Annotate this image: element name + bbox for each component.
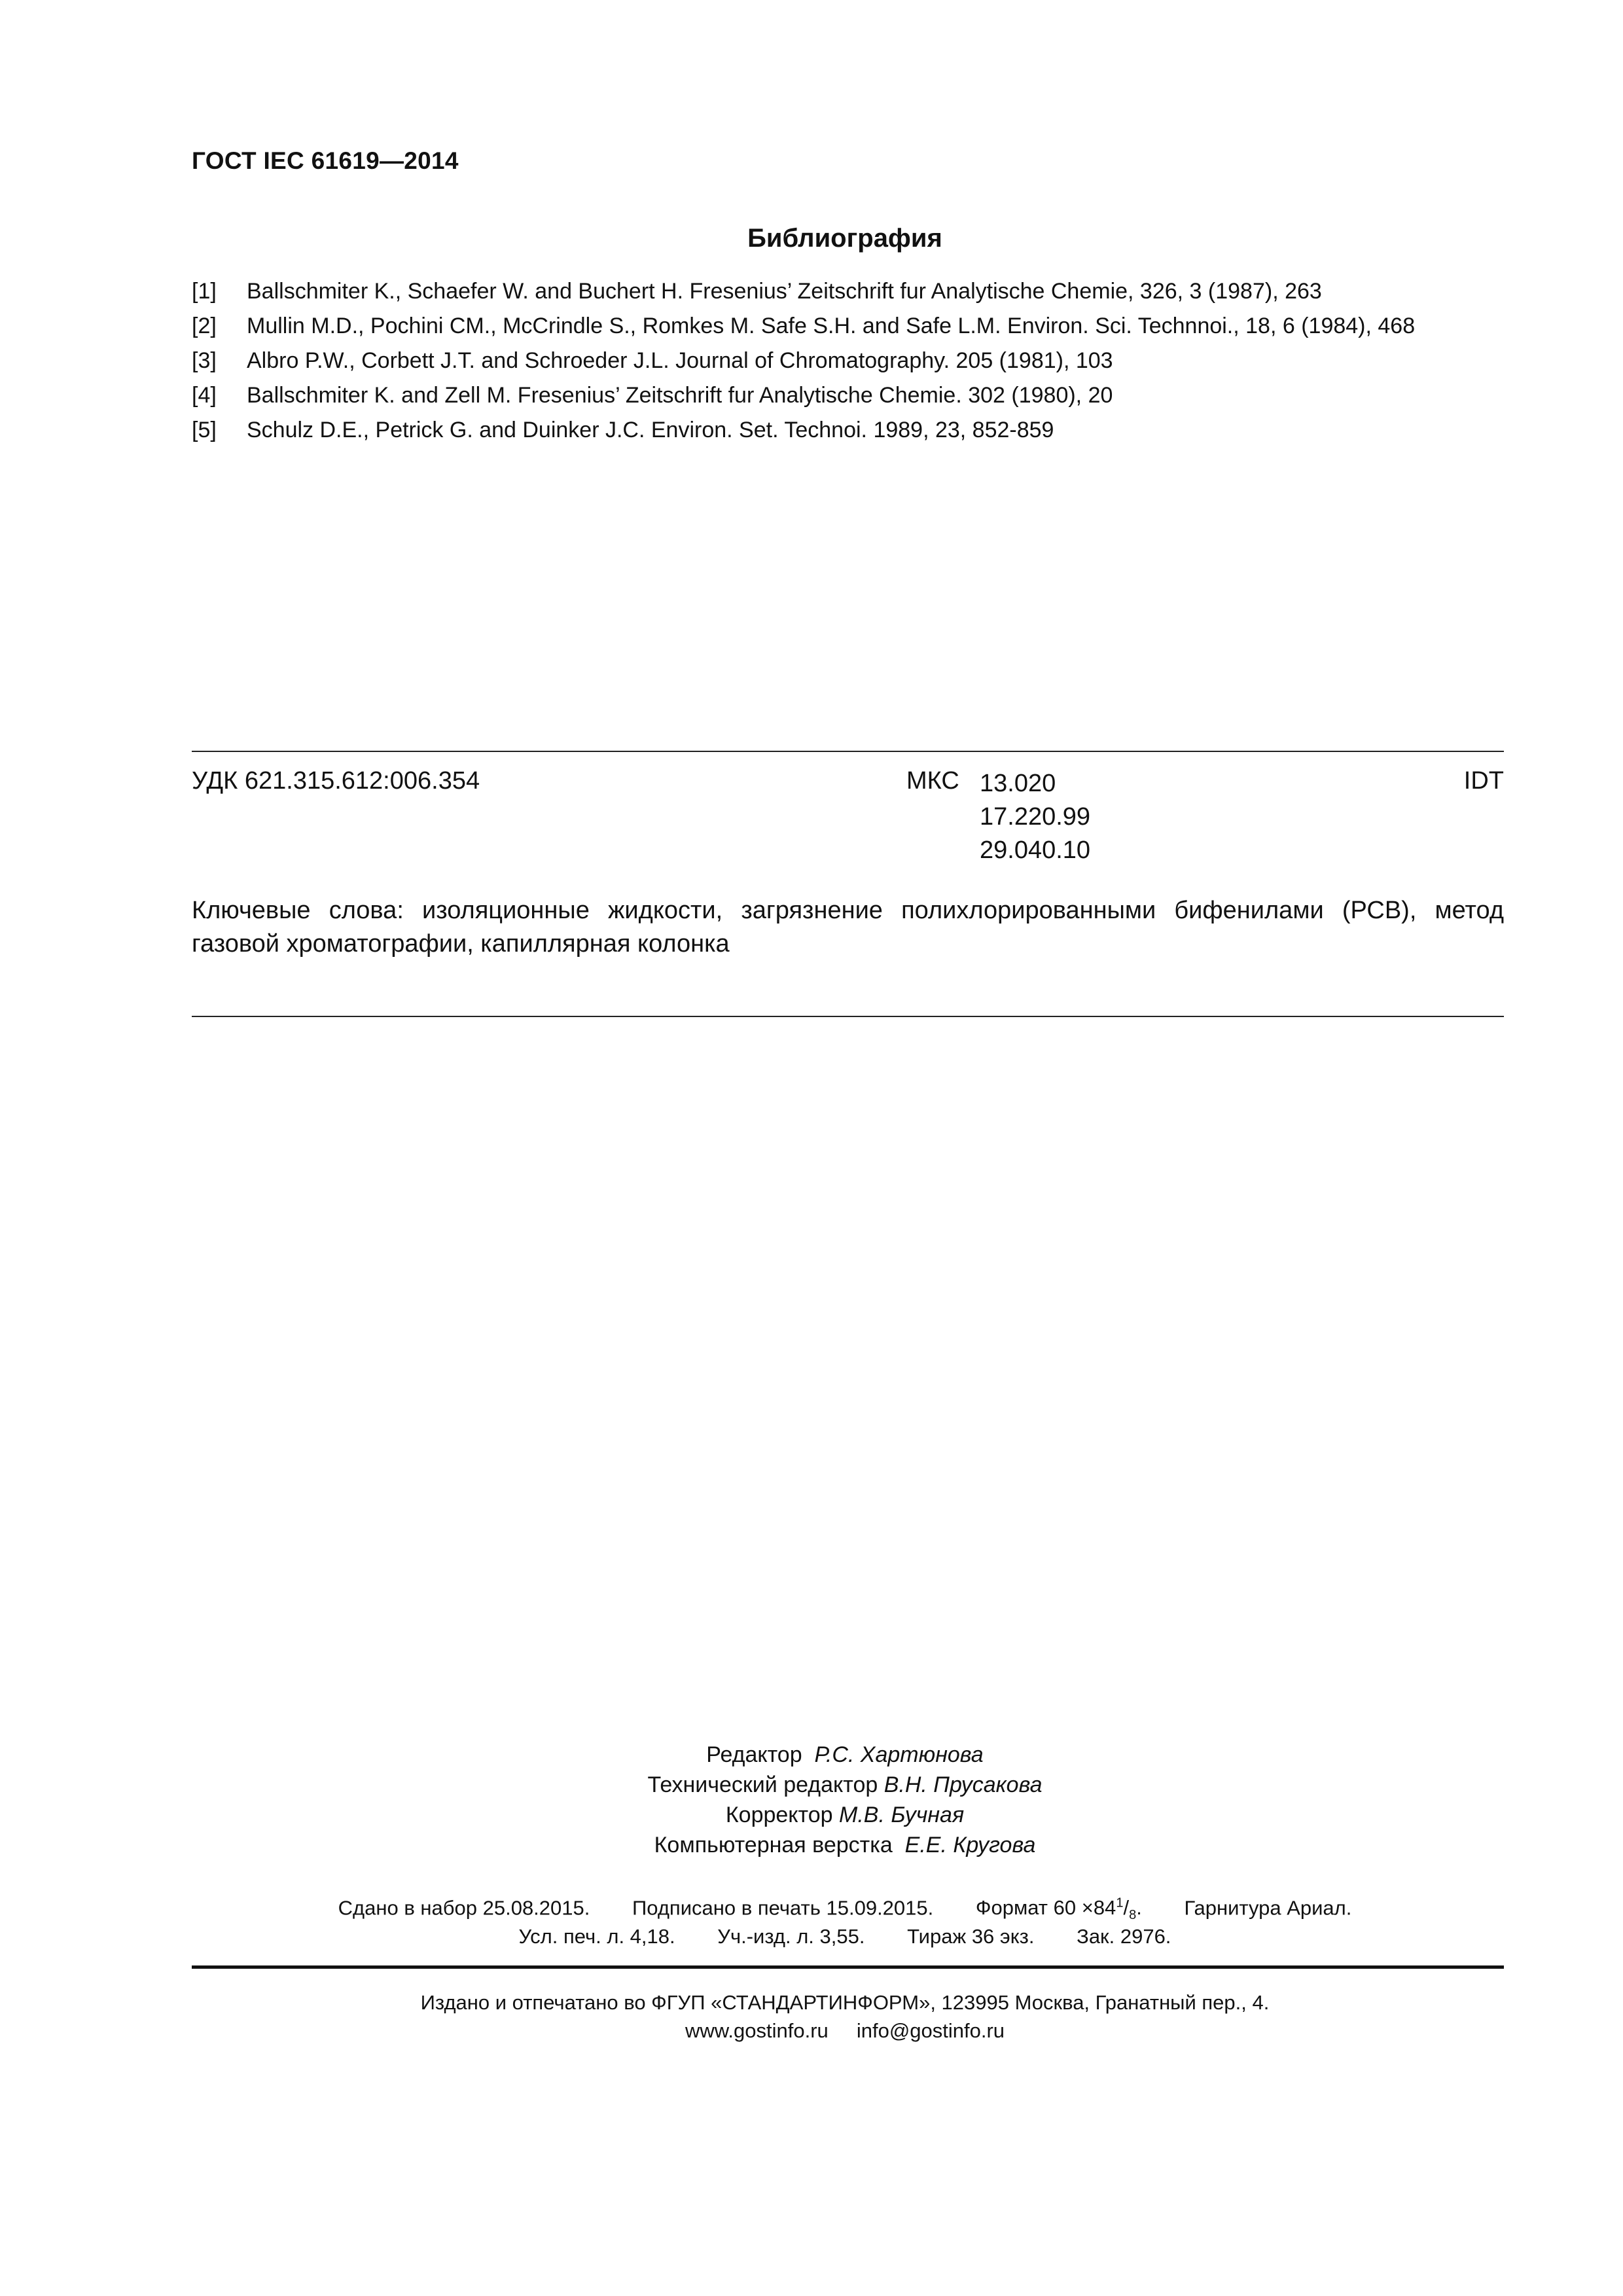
bibliography-item-text: Albro P.W., Corbett J.T. and Schroeder J.L. Journal of Chromatography. 205 (1981), 103 [247, 348, 1113, 373]
mks-codes [980, 767, 1090, 867]
bibliography-list [192, 276, 1504, 450]
publisher-website: www.gostinfo.ru [685, 2019, 829, 2042]
bibliography-title: Библиография [747, 224, 942, 253]
mks-code: 29.040.10 [980, 836, 1091, 864]
signed-date: Подписано в печать 15.09.2015. [632, 1896, 934, 1920]
bibliography-item [192, 380, 1504, 411]
publisher-contacts [0, 2019, 1623, 2043]
bibliography-item-text: Mullin M.D., Pochini CM., McCrindle S., Romkes M. Safe S.H. and Safe L.M. Environ. Sci. Technnoi., 18, 6 (1984), 468 [247, 314, 1416, 338]
mks-code: 13.020 [980, 770, 1056, 797]
submitted-date: Сдано в набор 25.08.2015. [338, 1896, 590, 1920]
credit-name: Р.С. Хартюнова [814, 1742, 984, 1767]
typeface: Гарнитура Ариал. [1184, 1896, 1352, 1920]
bibliography-item [192, 276, 1504, 307]
print-run: Тираж 36 экз. [907, 1925, 1035, 1948]
bibliography-item-text: Ballschmiter K., Schaefer W. and Buchert H. Fresenius’ Zeitschrift fur Analytische Chemie, 326, 3 (1987), 263 [247, 279, 1322, 304]
bibliography-item [192, 415, 1504, 446]
credit-name: М.В. Бучная [839, 1803, 965, 1827]
document-designation: ГОСТ IEC 61619—2014 [192, 147, 459, 174]
bibliography-item-number: [2] [192, 314, 217, 338]
credit-label: Корректор [725, 1803, 833, 1827]
credit-name: Е.Е. Кругова [904, 1833, 1036, 1857]
bibliography-item [192, 311, 1504, 342]
credit-tech-editor [0, 1770, 1623, 1800]
credit-layout [0, 1830, 1623, 1860]
footer-divider [192, 1965, 1504, 1969]
publisher-email: info@gostinfo.ru [856, 2019, 1005, 2042]
bibliography-item-text: Schulz D.E., Petrick G. and Duinker J.C. Environ. Set. Technoi. 1989, 23, 852-859 [247, 418, 1054, 442]
bottom-divider [192, 1016, 1504, 1017]
bibliography-item-number: [4] [192, 383, 217, 408]
credits-block [0, 1740, 1623, 1860]
mks-code: 17.220.99 [980, 803, 1091, 831]
publisher-line: Издано и отпечатано во ФГУП «СТАНДАРТИНФОРМ», 123995 Москва, Гранатный пер., 4. [420, 1991, 1270, 2014]
bibliography-item-number: [3] [192, 348, 217, 373]
printed-sheets: Усл. печ. л. 4,18. [518, 1925, 675, 1948]
bibliography-item-number: [1] [192, 279, 217, 304]
keywords: Ключевые слова: изоляционные жидкости, загрязнение полихлорированными бифенилами (РСВ), метод газовой хроматографии, капиллярная колонка [192, 897, 1504, 958]
bibliography-item [192, 346, 1504, 376]
credit-name: В.Н. Прусакова [883, 1772, 1043, 1797]
bibliography-item-number: [5] [192, 418, 217, 442]
credit-corrector [0, 1800, 1623, 1830]
udk-code: УДК 621.315.612:006.354 [192, 767, 480, 795]
mks-label: МКС [906, 767, 959, 795]
paper-format: Формат $60 \times 84^1/_8$. [975, 1896, 1142, 1923]
bibliography-item-text: Ballschmiter K. and Zell M. Fresenius’ Zeitschrift fur Analytische Chemie. 302 (1980), 20 [247, 383, 1113, 408]
credit-label: Технический редактор [647, 1772, 878, 1797]
idt-label: IDT [1463, 767, 1504, 795]
credit-label: Компьютерная верстка [654, 1833, 893, 1857]
publishing-sheets: Уч.-изд. л. 3,55. [717, 1925, 865, 1948]
printing-details-line-1 [0, 1896, 1623, 1924]
printing-details-line-2 [0, 1925, 1623, 1948]
order-number: Зак. 2976. [1077, 1925, 1171, 1948]
credit-editor [0, 1740, 1623, 1770]
credit-label: Редактор [706, 1742, 802, 1767]
top-divider [192, 751, 1504, 752]
